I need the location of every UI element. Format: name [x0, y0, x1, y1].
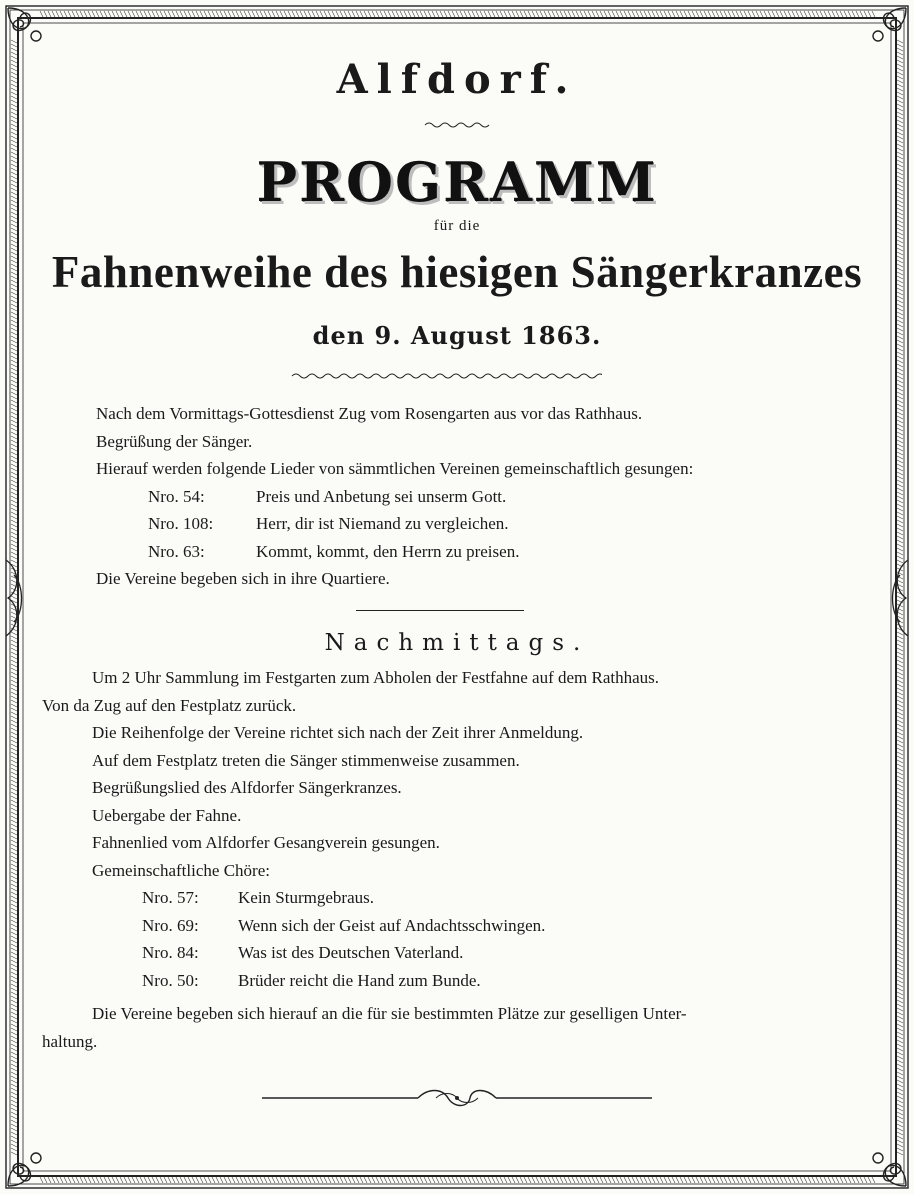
song-item: [96, 510, 693, 538]
song-number: Nro. 69:: [142, 915, 199, 935]
song-title: Kein Sturmgebraus.: [238, 888, 374, 907]
song-title: Wenn sich der Geist auf Andachtsschwingen.: [238, 915, 546, 935]
afternoon-line: Gemeinschaftliche Chöre:: [92, 860, 270, 880]
song-item: [42, 884, 687, 912]
page-subtitle: Fahnenweihe des hiesigen Sängerkranzes: [51, 247, 863, 297]
song-item: [96, 538, 693, 566]
song-item: [42, 912, 687, 940]
town-name: Alfdorf.: [336, 56, 578, 103]
song-title: Preis und Anbetung sei unserm Gott.: [256, 486, 507, 506]
afternoon-line: Auf dem Festplatz treten die Sänger stimmenweise zusammen.: [92, 750, 520, 770]
song-item: [42, 967, 687, 995]
song-title: Brüder reicht die Hand zum Bunde.: [238, 970, 481, 990]
bottom-flourish-icon: [258, 1086, 656, 1110]
afternoon-line: Fahnenlied vom Alfdorfer Gesangverein gesungen.: [92, 833, 440, 852]
song-number: Nro. 54:: [148, 486, 205, 506]
morning-line: Begrüßung der Sänger.: [96, 431, 253, 451]
fuer-die-label: für die: [433, 218, 481, 234]
song-number: Nro. 63:: [148, 541, 205, 561]
song-title: Was ist des Deutschen Vaterland.: [238, 943, 464, 962]
page-title: PROGRAMM: [256, 150, 658, 214]
song-title: Kommt, kommt, den Herrn zu preisen.: [256, 541, 520, 561]
morning-line: Hierauf werden folgende Lieder von sämmtlichen Vereinen gemeinschaftlich gesungen:: [96, 459, 694, 478]
afternoon-heading: Nachmittags.: [324, 630, 590, 656]
morning-program: [96, 400, 693, 593]
afternoon-program: [42, 664, 687, 1055]
song-number: Nro. 57:: [142, 888, 199, 907]
afternoon-line: Die Reihenfolge der Vereine richtet sich nach der Zeit ihrer Anmeldung.: [92, 723, 584, 742]
song-number: Nro. 50:: [142, 970, 199, 990]
song-item: [96, 483, 693, 511]
section-divider: [356, 610, 524, 611]
song-number: Nro. 84:: [142, 943, 199, 962]
event-date: den 9. August 1863.: [312, 321, 602, 350]
afternoon-line: Von da Zug auf den Festplatz zurück.: [42, 695, 297, 715]
afternoon-closing: haltung.: [42, 1031, 98, 1051]
wavy-rule-top: [423, 121, 491, 129]
afternoon-closing: Die Vereine begeben sich hierauf an die für sie bestimmten Plätze zur geselligen Unter-: [92, 1004, 687, 1023]
song-item: [42, 939, 687, 967]
afternoon-line: Begrüßungslied des Alfdorfer Sängerkranzes.: [92, 778, 402, 797]
wavy-rule-middle: [290, 372, 602, 380]
song-number: Nro. 108:: [148, 514, 214, 533]
afternoon-line: Um 2 Uhr Sammlung im Festgarten zum Abholen der Festfahne auf dem Rathhaus.: [92, 668, 660, 687]
morning-line: Nach dem Vormittags-Gottesdienst Zug vom Rosengarten aus vor das Rathhaus.: [96, 404, 643, 423]
morning-closing: Die Vereine begeben sich in ihre Quartiere.: [96, 569, 390, 588]
song-title: Herr, dir ist Niemand zu vergleichen.: [256, 514, 509, 533]
afternoon-line: Uebergabe der Fahne.: [92, 805, 242, 825]
